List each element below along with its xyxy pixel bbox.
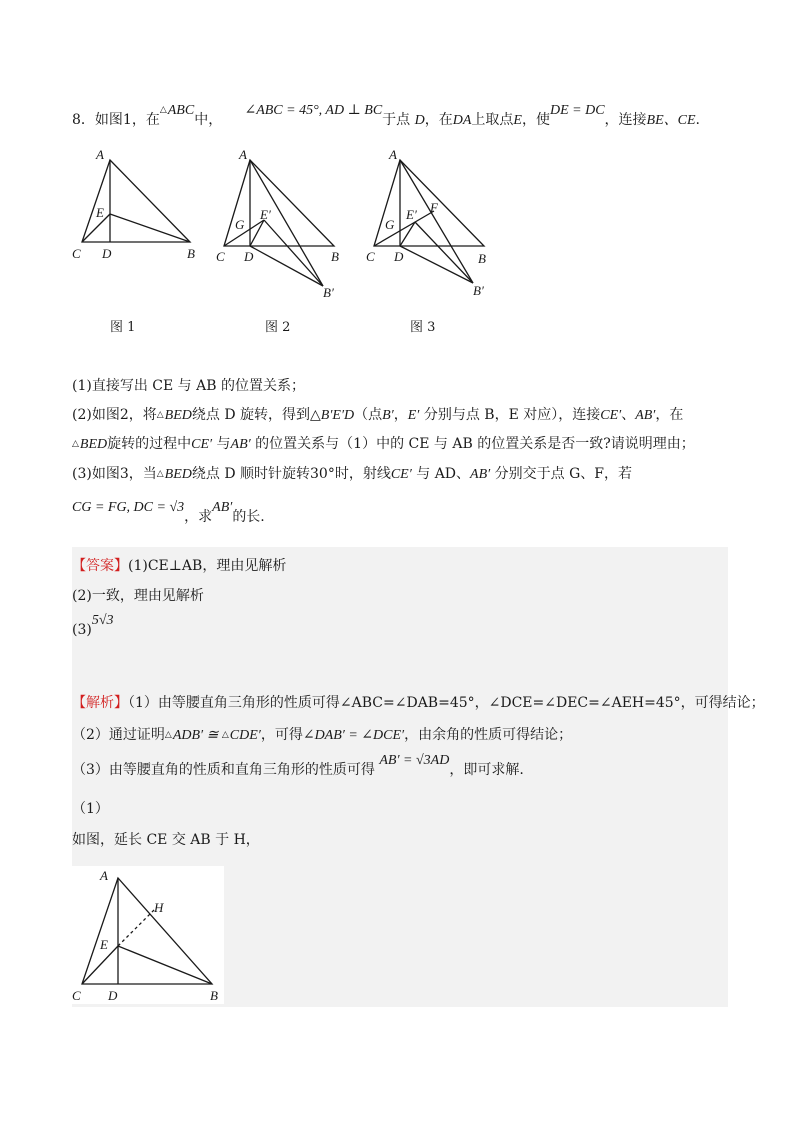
- fig1-label-a: A: [96, 147, 104, 162]
- analysis-tag: 【解析】: [72, 695, 128, 711]
- triangle-bed-2: △BED: [72, 437, 108, 452]
- triangle-abc: △ABC: [159, 103, 195, 118]
- fig2-label-c: C: [216, 249, 225, 264]
- fig1-label-d: D: [102, 246, 112, 261]
- figure-1-caption: 图 1: [110, 320, 136, 335]
- fig3-segment-de-prime: [400, 222, 415, 246]
- analysis-line-1: 【解析】（1）由等腰直角三角形的性质可得∠ABC=∠DAB=45°，∠DCE=∠DEC=∠AEH=45°，可得结论；: [72, 695, 765, 711]
- analysis-line-5: 如图，延长 CE 交 AB 于 H，: [72, 832, 260, 848]
- text-yudian: 于点: [382, 112, 411, 128]
- fig3-label-d: D: [394, 249, 404, 264]
- fig3-label-f: F: [430, 200, 438, 215]
- fig3-label-e-prime: E′: [406, 207, 417, 222]
- answer-tag: 【答案】: [72, 558, 128, 574]
- fig3-label-a: A: [389, 147, 397, 162]
- fig1-segment-eb: [110, 214, 190, 242]
- figure-2-caption: 图 2: [265, 320, 291, 335]
- triangle-bed-1: △BED: [156, 408, 192, 423]
- analysis-line-3: （3）由等腰直角的性质和直角三角形的性质可得 AB′ = √3AD，即可求解.: [72, 753, 524, 778]
- figure-2: [212, 145, 352, 300]
- question-line: [72, 103, 700, 131]
- part-2-line-1: (2)如图2，将△BED绕点 D 旋转，得到△B′E′D（点B′，E′ 分别与点 B，E 对应），连接CE′、AB′，在: [72, 407, 684, 423]
- condition-cg-fg: CG = FG, DC = √3: [72, 500, 185, 515]
- sol-label-d: D: [108, 988, 118, 1003]
- answer-value: 5√3: [91, 613, 114, 628]
- question-number: 8．如图1，在: [72, 112, 160, 128]
- fig1-label-e: E: [96, 205, 104, 220]
- fig2-label-d: D: [244, 249, 254, 264]
- text-lianjie: ，连接: [604, 112, 647, 128]
- fig3-triangle-abc: [374, 160, 484, 246]
- fig3-label-b: B: [478, 251, 486, 266]
- text-shi: ，使: [521, 112, 550, 128]
- fig2-label-b-prime: B′: [323, 285, 334, 300]
- analysis-line-4: （1）: [72, 801, 109, 817]
- fig3-label-g: G: [385, 217, 395, 232]
- triangle-b-e-d-prime: △B′E′D: [310, 408, 355, 423]
- fig3-segment-e-prime-b-prime: [415, 222, 473, 283]
- fig2-label-b: B: [331, 249, 339, 264]
- text-period: .: [695, 112, 700, 128]
- analysis-line-2: （2）通过证明△ADB′ ≅ △CDE′，可得∠DAB′ = ∠DCE′，由余角的性质可得结论；: [72, 727, 573, 743]
- text-shangqu: 上取点: [471, 112, 514, 128]
- answer-line-1: 【答案】(1)CE⊥AB，理由见解析: [72, 558, 287, 574]
- triangle-bed-3: △BED: [156, 467, 192, 482]
- sol-label-b: B: [210, 988, 218, 1003]
- solution-figure: [72, 866, 224, 1004]
- fig1-triangle-abc: [82, 160, 190, 242]
- part-1: (1)直接写出 CE 与 AB 的位置关系；: [72, 378, 305, 394]
- fig3-label-b-prime: B′: [473, 283, 484, 298]
- fig2-segment-e-prime-b-prime: [264, 220, 323, 286]
- fig3-label-c: C: [366, 249, 375, 264]
- answer-line-2: (2)一致，理由见解析: [72, 588, 204, 604]
- fig2-label-e-prime: E′: [260, 207, 271, 222]
- figure-3: [362, 145, 502, 300]
- sol-label-e: E: [100, 937, 108, 952]
- text-zai: ，在: [424, 112, 453, 128]
- point-e: E: [513, 113, 522, 128]
- fig2-label-g: G: [235, 217, 245, 232]
- sol-label-c: C: [72, 988, 81, 1003]
- segments-be-ce: BE、CE: [646, 113, 696, 128]
- point-d: D: [414, 113, 425, 128]
- text-zhong: 中，: [194, 112, 223, 128]
- part-3-line-1: (3)如图3，当△BED绕点 D 顺时针旋转30°时，射线CE′ 与 AD、AB′ 分别交于点 G、F，若: [72, 466, 633, 482]
- fig1-label-b: B: [187, 246, 195, 261]
- fig2-label-a: A: [239, 147, 247, 162]
- condition-de-dc: DE = DC: [549, 103, 605, 118]
- figure-1: [70, 145, 200, 270]
- answer-line-3: (3)5√3: [72, 613, 114, 638]
- segment-da: DA: [452, 113, 472, 128]
- sol-label-a: A: [100, 868, 108, 883]
- fig2-triangle-abc: [224, 160, 334, 246]
- part-3-line-2: CG = FG, DC = √3，求AB′的长.: [72, 500, 265, 525]
- condition-angle: ∠ABC = 45°, AD ⊥ BC: [244, 103, 383, 118]
- sol-label-h: H: [154, 900, 164, 915]
- fig1-label-c: C: [72, 246, 81, 261]
- figure-3-caption: 图 3: [410, 320, 436, 335]
- solution-figure-background: [72, 866, 224, 1004]
- part-2-line-2: △BED旋转的过程中CE′ 与AB′ 的位置关系与（1）中的 CE 与 AB 的位置关系是否一致?请说明理由；: [72, 436, 695, 452]
